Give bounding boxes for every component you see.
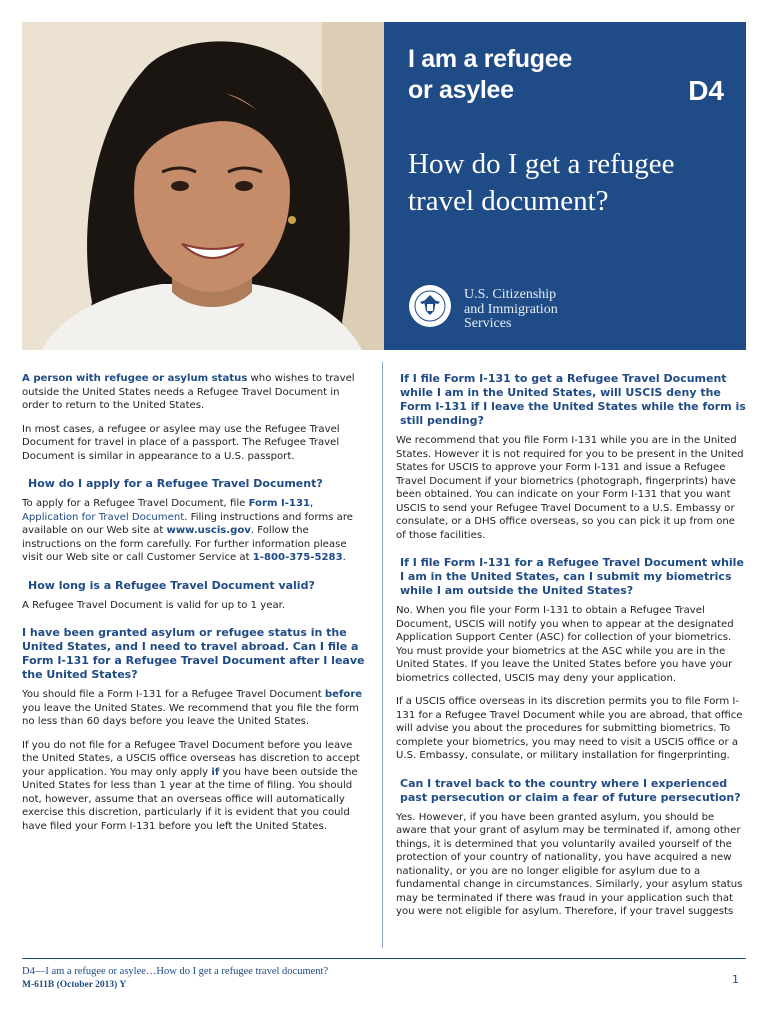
question-biometrics-abroad: If I file Form I-131 for a Refugee Travel Document while I am in the United States, can I submit my biometrics while I am outside the United States? [400, 556, 744, 597]
customer-service-phone: 1-800-375-5283 [252, 552, 343, 563]
answer-apply-text-2: , [310, 498, 314, 509]
header-banner [22, 22, 746, 350]
agency-line-1: U.S. Citizenship [464, 287, 557, 302]
question-file-after-leaving: I have been granted asylum or refugee status in the United States, and I need to travel abroad. Can I file a Form I-131 for a Refugee Travel Document after I leave the United States? [22, 626, 365, 681]
intro-rest: who wishes to travel outside the United States needs a Refugee Travel Document in order to return to the United States. [22, 373, 355, 411]
left-column [22, 372, 368, 843]
series-title [408, 44, 638, 106]
series-title-line2: or asylee [408, 76, 514, 104]
footer-rule [22, 958, 746, 959]
footer-title: D4—I am a refugee or asylee…How do I get a refugee travel document? [22, 966, 329, 977]
series-title-line1: I am a refugee [408, 45, 572, 73]
answer-file-after-leaving-1 [22, 688, 368, 729]
intro-paragraph-1 [22, 372, 368, 413]
answer-travel-back: Yes. However, if you have been granted asylum, you should be aware that your grant of asylum may be terminated if, among other things, it is determined that you voluntarily availed yourself of the protection of your country of nationality, you have acquired a new nationality, or you are no longer eligible for asylum due to a fundamental change in circumstances. Similarly, your asylum status may be terminated if there was fraud in your application such that you were not eligible for asylum. Therefore, if your travel suggests [396, 811, 743, 917]
agency-line-3: Services [464, 316, 512, 331]
dhs-seal-icon [408, 284, 452, 328]
portrait-photo [22, 22, 384, 350]
emphasis-if: if [211, 766, 220, 778]
answer-biometrics-abroad-1: No. When you file your Form I-131 to obtain a Refugee Travel Document, USCIS will notify you when to appear at the designated Application Support Center (ASC) for collection of your biometrics. You must provide your biometrics at the ASC while you are in the United States. If you leave the United States before you have your biometrics collected, USCIS may deny your application. [396, 605, 734, 684]
title-panel [384, 22, 746, 350]
intro-paragraph-2: In most cases, a refugee or asylee may use the Refugee Travel Document for travel in place of a passport. The Refugee Travel Document is similar in appearance to a U.S. passport. [22, 423, 340, 462]
answer-before-text-1: You should file a Form I-131 for a Refugee Travel Document [22, 689, 325, 700]
answer-validity: A Refugee Travel Document is valid for up to 1 year. [22, 599, 286, 611]
answer-before-text-2: you leave the United States. We recommend that you file the form no less than 60 days before you leave the United States. [22, 702, 359, 727]
intro-lead: A person with refugee or asylum status [22, 373, 248, 384]
emphasis-before: before [324, 689, 363, 700]
question-validity: How long is a Refugee Travel Document valid? [28, 578, 315, 592]
page-number: 1 [732, 973, 739, 986]
question-apply: How do I apply for a Refugee Travel Document? [28, 477, 323, 490]
question-travel-back: Can I travel back to the country where I experienced past persecution or claim a fear of future persecution? [400, 776, 741, 804]
answer-overseas-text-1: If you do not file for a Refugee Travel Document before you leave the United States, a USCIS office overseas has discretion to accept your application. You may only apply [22, 739, 360, 778]
answer-apply-text-3: . Filing instructions and forms are available on our Web site at [22, 511, 353, 536]
answer-pending-departure: We recommend that you file Form I-131 while you are in the United States. However it is not required for you to be present in the United States for USCIS to approve your Form I-131 and issue a Refugee Travel Document if your biometrics (photograph, fingerprints) have been obtained. You can indicate on your Form I-131 that you want USCIS to send your Refugee Travel Document to a U.S. Embassy or consulate, or a DHS office overseas, so you can pick it up from one of those facilities. [396, 435, 744, 541]
form-i131-link[interactable]: Form I-131 [248, 498, 311, 509]
answer-apply-text-5: . [342, 552, 346, 563]
right-column [396, 372, 746, 929]
answer-biometrics-abroad-2: If a USCIS office overseas in its discretion permits you to file Form I-131 for a Refugee Travel Document while you are abroad, that office will advise you about the procedures for submitting biometrics. To complete your biometrics, you may need to visit a USCIS office or a U.S. Embassy, consulate, or military installation for fingerprinting. [396, 696, 743, 761]
answer-apply-text-1: To apply for a Refugee Travel Document, file [22, 498, 249, 509]
document-code: D4 [688, 75, 724, 106]
footer-form-number: M-611B (October 2013) Y [22, 980, 127, 990]
answer-apply-text-4: . Follow the instructions on the form carefully. For further information please visit our Web site or call Customer Service at [22, 525, 347, 563]
form-name-link[interactable]: Application for Travel Document [22, 511, 185, 523]
page-title: How do I get a refugee travel document? [408, 148, 675, 217]
uscis-website-link[interactable]: www.uscis.gov [166, 525, 251, 536]
agency-line-2: and Immigration [464, 301, 558, 317]
column-divider [382, 362, 383, 948]
answer-apply [22, 497, 368, 565]
question-pending-departure: If I file Form I-131 to get a Refugee Travel Document while I am in the United States, will USCIS deny the Form I-131 if I leave the United States while the form is still pending? [400, 372, 746, 427]
agency-name [464, 288, 664, 332]
answer-file-after-leaving-2 [22, 739, 368, 834]
answer-overseas-text-2: you have been outside the United States for less than 1 year at the time of filing. You should not, however, assume that an overseas office will automatically exercise this discretion, particularly if it is evident that you could have filed your Form I-131 before you left the United States. [22, 766, 358, 832]
